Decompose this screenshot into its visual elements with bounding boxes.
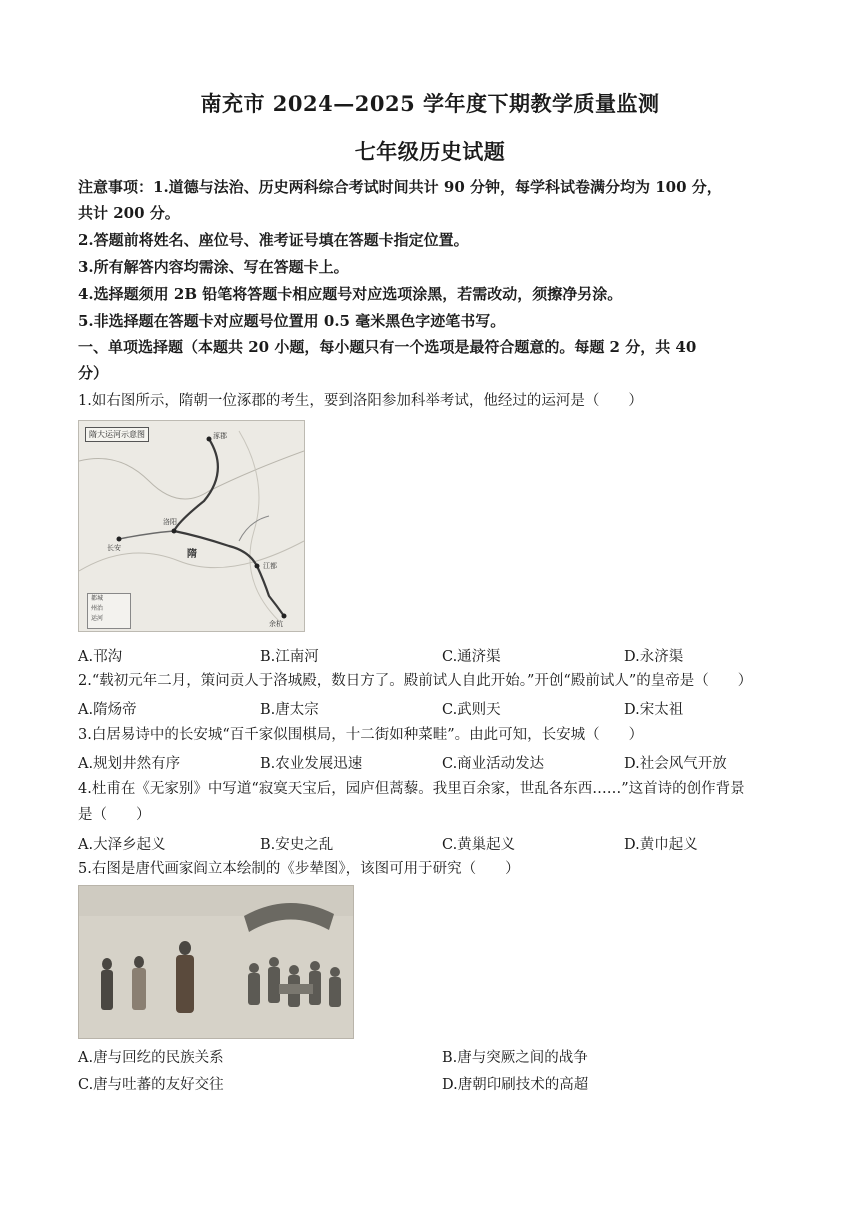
q5-option-d: D.唐朝印刷技术的高超 — [442, 1077, 589, 1093]
section-heading-line-2: 分） — [78, 364, 109, 382]
map-label-jiangdu: 江都 — [263, 562, 277, 570]
q2-option-a: A.隋炀帝 — [78, 702, 137, 718]
q4-option-d: D.黄巾起义 — [624, 837, 698, 853]
q4-option-c: C.黄巢起义 — [442, 837, 516, 853]
grand-canal-map — [78, 420, 305, 632]
q2-option-d: D.宋太祖 — [624, 702, 684, 718]
q1-option-b: B.江南河 — [260, 649, 319, 665]
q1-option-d: D.永济渠 — [624, 649, 684, 665]
notice-item-5: 5.非选择题在答题卡对应题号位置用 0.5 毫米黑色字迹笔书写。 — [78, 312, 506, 330]
q2-option-b: B.唐太宗 — [260, 702, 319, 718]
q4-option-a: A.大泽乡起义 — [78, 837, 166, 853]
map-label-sui: 隋 — [187, 549, 197, 560]
map-label-changan: 长安 — [107, 544, 121, 552]
question-3-stem: 3.白居易诗中的长安城“百千家似围棋局，十二街如种菜畦”。由此可知，长安城（ ） — [78, 727, 644, 743]
notice-item-3: 3.所有解答内容均需涂、写在答题卡上。 — [78, 258, 349, 276]
question-1-stem: 1.如右图所示，隋朝一位涿郡的考生，要到洛阳参加科举考试，他经过的运河是（ ） — [78, 393, 643, 409]
legend-canal: 运河 — [91, 615, 104, 622]
q5-option-c: C.唐与吐蕃的友好交往 — [78, 1077, 224, 1093]
legend-prefecture: 州治 — [91, 605, 104, 612]
notice-line-2: 共计 200 分。 — [78, 204, 180, 222]
map-label-zhuojun: 涿郡 — [213, 432, 227, 440]
notice-item-2: 2.答题前将姓名、座位号、准考证号填在答题卡指定位置。 — [78, 231, 469, 249]
q3-option-a: A.规划井然有序 — [78, 756, 181, 772]
map-label-luoyang: 洛阳 — [163, 518, 177, 526]
map-title: 隋大运河示意图 — [85, 427, 149, 442]
q5-option-b: B.唐与突厥之间的战争 — [442, 1050, 588, 1066]
q5-option-a: A.唐与回纥的民族关系 — [78, 1050, 224, 1066]
legend-capital: 都城 — [91, 595, 104, 602]
question-4-stem-line-2: 是（ ） — [78, 807, 151, 823]
notice-line-1: 注意事项：1.道德与法治、历史两科综合考试时间共计 90 分钟，每学科试卷满分均为 100 分， — [78, 178, 722, 196]
q1-option-a: A.邗沟 — [78, 649, 123, 665]
painting-illustration — [79, 886, 353, 1038]
notice-item-4: 4.选择题须用 2B 铅笔将答题卡相应题号对应选项涂黑，若需改动，须擦净另涂。 — [78, 285, 623, 303]
exam-subtitle: 七年级历史试题 — [354, 139, 506, 164]
q4-option-b: B.安史之乱 — [260, 837, 334, 853]
question-2-stem: 2.“载初元年二月，策问贡人于洛城殿，数日方了。殿前试人自此开始。”开创“殿前试人”的皇帝是（ ） — [78, 673, 753, 689]
q3-option-c: C.商业活动发达 — [442, 756, 545, 772]
question-5-stem: 5.右图是唐代画家阎立本绘制的《步辇图》，该图可用于研究（ ） — [78, 861, 520, 877]
map-legend — [87, 593, 131, 629]
question-4-stem-line-1: 4.杜甫在《无家别》中写道“寂寞天宝后，园庐但蒿藜。我里百余家，世乱各东西……”这首诗的创作背景 — [78, 781, 745, 797]
buniantu-painting — [78, 885, 354, 1039]
exam-title: 南充市 2024—2025 学年度下期教学质量监测 — [200, 91, 660, 116]
map-label-yuhang: 余杭 — [269, 620, 283, 628]
q3-option-d: D.社会风气开放 — [624, 756, 727, 772]
q1-option-c: C.通济渠 — [442, 649, 501, 665]
section-heading-line-1: 一、单项选择题（本题共 20 小题，每小题只有一个选项是最符合题意的。每题 2 分，共 40 — [78, 338, 697, 356]
q3-option-b: B.农业发展迅速 — [260, 756, 363, 772]
q2-option-c: C.武则天 — [442, 702, 501, 718]
